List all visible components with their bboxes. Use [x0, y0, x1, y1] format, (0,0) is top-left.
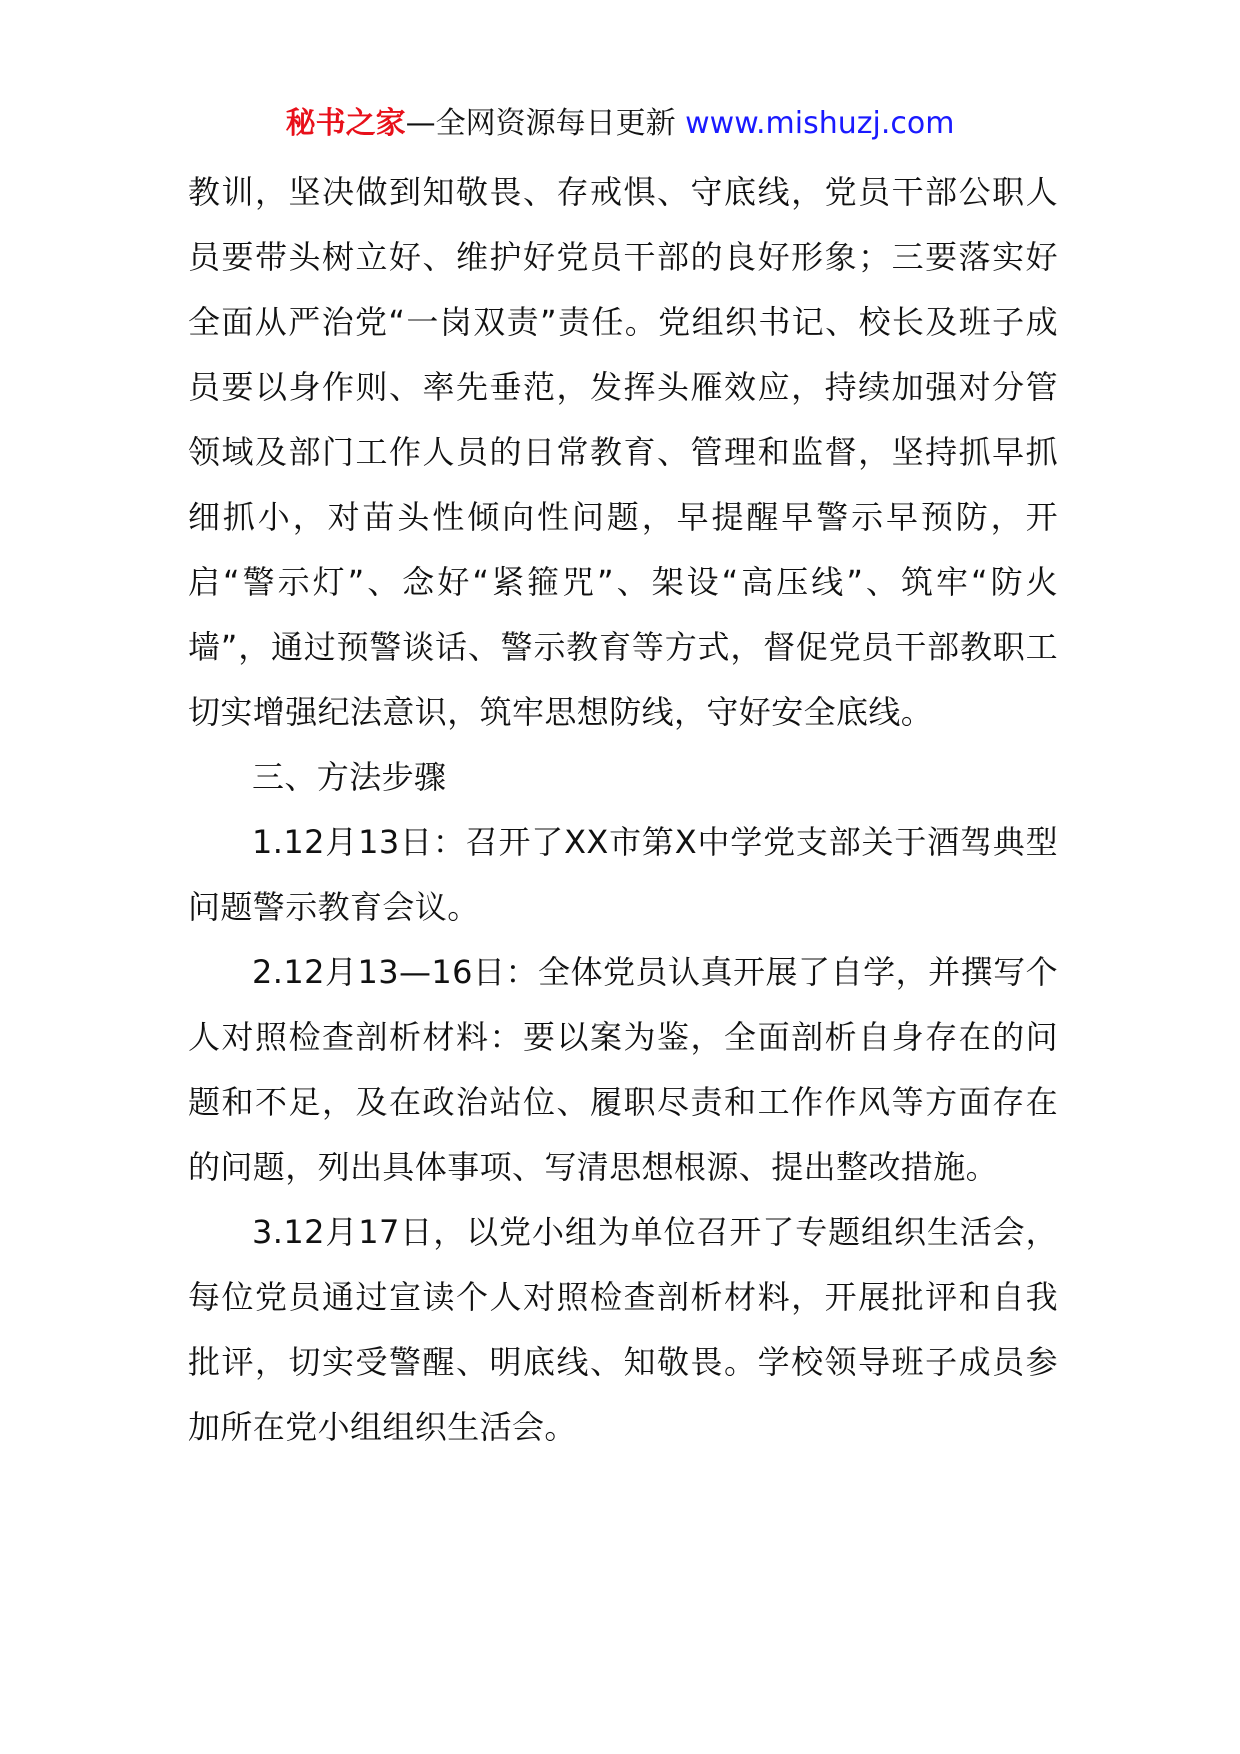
brand-name: 秘书之家 — [285, 106, 406, 141]
document-body — [188, 160, 1058, 1460]
step-2-paragraph: 2.12月13—16日：全体党员认真开展了自学，并撰写个人对照检查剖析材料：要以案为鉴，全面剖析自身存在的问题和不足，及在政治站位、履职尽责和工作作风等方面存在的问题，列出具体事项、写清思想根源、提出整改措施。 — [188, 953, 1058, 1186]
step-3-paragraph: 3.12月17日，以党小组为单位召开了专题组织生活会，每位党员通过宣读个人对照检查剖析材料，开展批评和自我批评，切实受警醒、明底线、知敬畏。学校领导班子成员参加所在党小组组织生活会。 — [188, 1213, 1058, 1446]
header-tagline: —全网资源每日更新 — [405, 106, 676, 141]
website-link[interactable]: www.mishuzj.com — [685, 106, 955, 141]
page-header — [0, 104, 1240, 144]
section-heading-methods: 三、方法步骤 — [252, 758, 447, 796]
paragraph-continuation: 教训，坚决做到知敬畏、存戒惧、守底线，党员干部公职人员要带头树立好、维护好党员干部的良好形象；三要落实好全面从严治党“一岗双责”责任。党组织书记、校长及班子成员要以身作则、率先垂范，发挥头雁效应，持续加强对分管领域及部门工作人员的日常教育、管理和监督，坚持抓早抓细抓小，对苗头性倾向性问题，早提醒早警示早预防，开启“警示灯”、念好“紧箍咒”、架设“高压线”、筑牢“防火墙”，通过预警谈话、警示教育等方式，督促党员干部教职工切实增强纪法意识，筑牢思想防线，守好安全底线。 — [188, 173, 1058, 731]
step-1-paragraph: 1.12月13日：召开了XX市第X中学党支部关于酒驾典型问题警示教育会议。 — [188, 823, 1058, 926]
